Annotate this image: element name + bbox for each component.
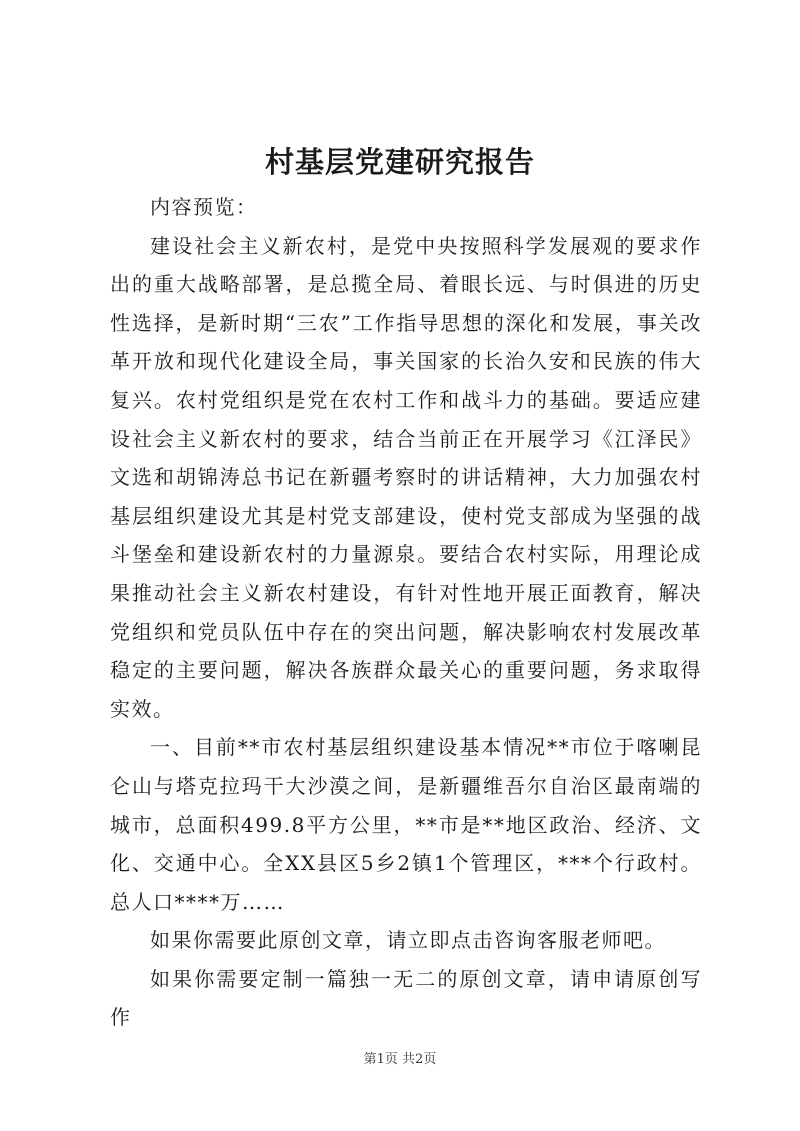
preview-label: 内容预览： — [150, 195, 258, 219]
document-body — [110, 188, 702, 1037]
contact-service-paragraph: 如果你需要此原创文章，请立即点击咨询客服老师吧。 — [150, 928, 666, 953]
intro-paragraph: 建设社会主义新农村，是党中央按照科学发展观的要求作出的重大战略部署，是总揽全局、着眼长远、与时俱进的历史性选择，是新时期“三农”工作指导思想的深化和发展，事关改革开放和现代化建设全局，事关国家的长治久安和民族的伟大复兴。农村党组织是党在农村工作和战斗力的基础。要适应建设社会主义新农村的要求，结合当前正在开展学习《江泽民》文选和胡锦涛总书记在新疆考察时的讲话精神，大力加强农村基层组织建设尤其是村党支部建设，使村党支部成为坚强的战斗堡垒和建设新农村的力量源泉。要结合农村实际，用理论成果推动社会主义新农村建设，有针对性地开展正面教育，解决党组织和党员队伍中存在的突出问题，解决影响农村发展改革稳定的主要问题，解决各族群众最关心的重要问题，务求取得实效。 — [110, 233, 702, 721]
document-title: 村基层党建研究报告 — [264, 145, 535, 179]
page-number-footer: 第1页 共2页 — [363, 1052, 437, 1067]
custom-writing-paragraph: 如果你需要定制一篇独一无二的原创文章，请申请原创写作 — [110, 966, 702, 1030]
section-one-paragraph: 一、目前**市农村基层组织建设基本情况**市位于喀喇昆仑山与塔克拉玛干大沙漠之间，是新疆维吾尔自治区最南端的城市，总面积499.8平方公里，**市是**地区政治、经济、文化、交通中心。全XX县区5乡2镇1个管理区，***个行政村。总人口****万…… — [110, 735, 702, 914]
